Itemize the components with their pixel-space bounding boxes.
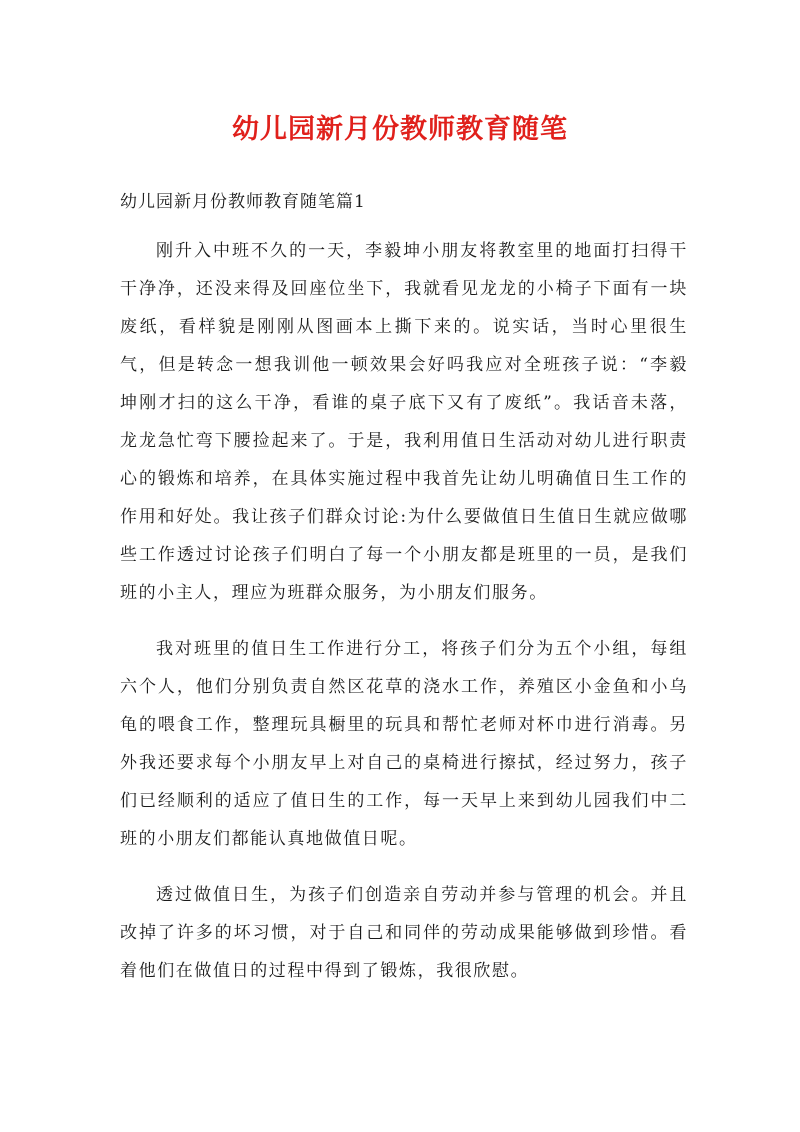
page-title: 幼儿园新月份教师教育随笔 [232,114,568,145]
section-heading: 幼儿园新月份教师教育随笔篇1 [120,192,366,212]
paragraph-1: 刚升入中班不久的一天，李毅坤小朋友将教室里的地面打扫得干干净净，还没来得及回座位坐下，我就看见龙龙的小椅子下面有一块废纸，看样貌是刚刚从图画本上撕下来的。说实话，当时心里很生气，但是转念一想我训他一顿效果会好吗我应对全班孩子说：“李毅坤刚才扫的这么干净，看谁的桌子底下又有了废纸”。我话音未落，龙龙急忙弯下腰捡起来了。于是，我利用值日生活动对幼儿进行职责心的锻炼和培养，在具体实施过程中我首先让幼儿明确值日生工作的作用和好处。我让孩子们群众讨论:为什么要做值日生值日生就应做哪些工作透过讨论孩子们明白了每一个小朋友都是班里的一员，是我们班的小主人，理应为班群众服务，为小朋友们服务。 [120,241,688,603]
paragraph-3: 透过做值日生，为孩子们创造亲自劳动并参与管理的机会。并且改掉了许多的坏习惯，对于自己和同伴的劳动成果能够做到珍惜。看着他们在做值日的过程中得到了锻炼，我很欣慰。 [120,885,688,981]
paragraph-2: 我对班里的值日生工作进行分工，将孩子们分为五个小组，每组六个人，他们分别负责自然区花草的浇水工作，养殖区小金鱼和小乌龟的喂食工作，整理玩具橱里的玩具和帮忙老师对杯巾进行消毒。另外我还要求每个小朋友早上对自己的桌椅进行擦拭，经过努力，孩子们已经顺利的适应了值日生的工作，每一天早上来到幼儿园我们中二班的小朋友们都能认真地做值日呢。 [120,639,688,849]
document-body [120,232,688,1008]
